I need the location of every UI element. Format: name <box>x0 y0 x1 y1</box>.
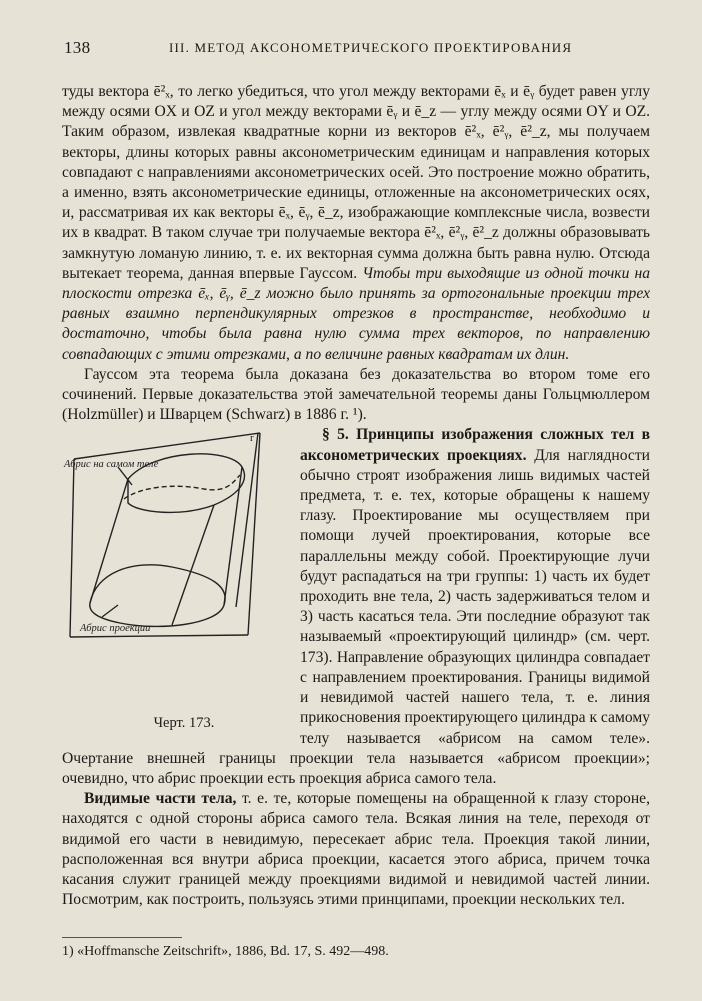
paragraph-3 <box>62 425 650 789</box>
plane-left-edge <box>70 459 74 637</box>
paragraph-4-head: Видимые части тела, <box>84 790 237 808</box>
label-top: Абрис на самом теле <box>64 459 159 471</box>
ray-1 <box>90 479 128 603</box>
projection-outline <box>90 565 225 627</box>
ray-3 <box>172 505 214 625</box>
page-body <box>62 82 650 910</box>
label-bottom: Абрис проекции <box>80 623 151 635</box>
label-r: r <box>250 432 254 445</box>
footnote-rule <box>62 937 182 938</box>
running-head: III. МЕТОД АКСОНОМЕТРИЧЕСКОГО ПРОЕКТИРОВАНИЯ <box>169 40 573 55</box>
paragraph-3-text: Для наглядности обычно строят изображения лишь видимых частей предмета, т. е. тех, которые обращены к нашему глазу. Проектирование мы осуществляем при помощи лучей проектирования, которые все параллельны между собой. Проектирующие лучи будут распадаться на три группы: 1) часть их будет проходить вне тела, 2) часть задерживаться телом и 3) часть касаться тела. Эти последние образуют так называемый «проектирующий цилиндр» (см. черт. 173). Направление образующих цилиндра совпадает с направлением проектирования. Границы видимой и невидимой частей нашего тела, т. е. линия прикосновения проектирующего цилиндра к самому телу называется «абрисом на самом теле». Очертание внешней границы проекции тела называется «абрисом проекции»; очевидно, что абрис проекции есть проекция абриса самого тела. <box>62 446 650 787</box>
section-heading: § 5. Принципы изображения сложных тел в аксонометрических проекциях. <box>300 426 650 464</box>
footnote: 1) «Hoffmansche Zeitschrift», 1886, Bd. 17, S. 492—498. <box>62 944 389 959</box>
figure-caption: Черт. 173. <box>153 715 215 732</box>
paragraph-1-text: туды вектора ē²ₓ, то легко убедиться, что угол между векторами ēₓ и ēᵧ будет равен углу между осями OX и OZ и угол между векторами ēᵧ и ē_z — углу между осями OY и OZ. Таким образом, извлекая квадратные корни из векторов ē²ₓ, ē²ᵧ, ē²_z, мы получаем векторы, длины которых равны аксонометрическим единицам и направления которых совпадают с направлениями аксонометрических осей. Это построение можно обратить, а именно, взять аксонометрические единицы, отложенные на аксонометрических осях, и, рассматривая их как векторы ēₓ, ēᵧ, ē_z, изображающие комплексные числа, возвести их в квадрат. В таком случае три получаемые вектора ē²ₓ, ē²ᵧ, ē²_z должны образовывать замкнутую ломаную линию, т. е. их векторная сумма должна быть равна нулю. Отсюда вытекает теорема, данная впервые Гауссом. <box>62 83 650 282</box>
page-number: 138 <box>64 38 91 57</box>
leader-bottom <box>102 605 118 617</box>
paragraph-4-text: т. е. те, которые помещены на обращенной к глазу стороне, находятся с одной стороны абриса самого тела. Всякая линия на теле, переходя от видимой его части в невидимую, пересекает абрис тела. Проекция такой линии, расположенная вся внутри абриса проекции, касается этого абриса, причем точка касания служит границей между проекциями видимой и невидимой частей линии. Посмотрим, как построить, пользуясь этими принципами, проекции нескольких тел. <box>62 790 650 909</box>
paragraph-4 <box>62 789 650 910</box>
gauss-theorem: Чтобы три выходящие из одной точки на плоскости отрезка ēₓ, ēᵧ, ē_z можно было принять за ортогональные проекции трех равных взаимно перпендикулярных отрезков в пространстве, необходимо и достаточно, чтобы была равна нулю сумма трех векторов, по направлению совпадающих с этими отрезками, а по величине равных квадратам их длин. <box>62 264 651 363</box>
paragraph-2: Гауссом эта теорема была доказана без доказательства во втором томе его сочинений. Первые доказательства этой замечательной теоремы даны Гольцмюллером (Holzmüller) и Шварцем (Schwarz) в 1886 г. ¹). <box>62 365 650 424</box>
plane-top-edge <box>74 433 260 459</box>
figure-173 <box>62 427 288 741</box>
plane-bottom-edge <box>70 635 248 637</box>
silhouette-on-body <box>124 475 240 499</box>
figure-drawing <box>62 427 288 711</box>
paragraph-1 <box>62 82 650 365</box>
